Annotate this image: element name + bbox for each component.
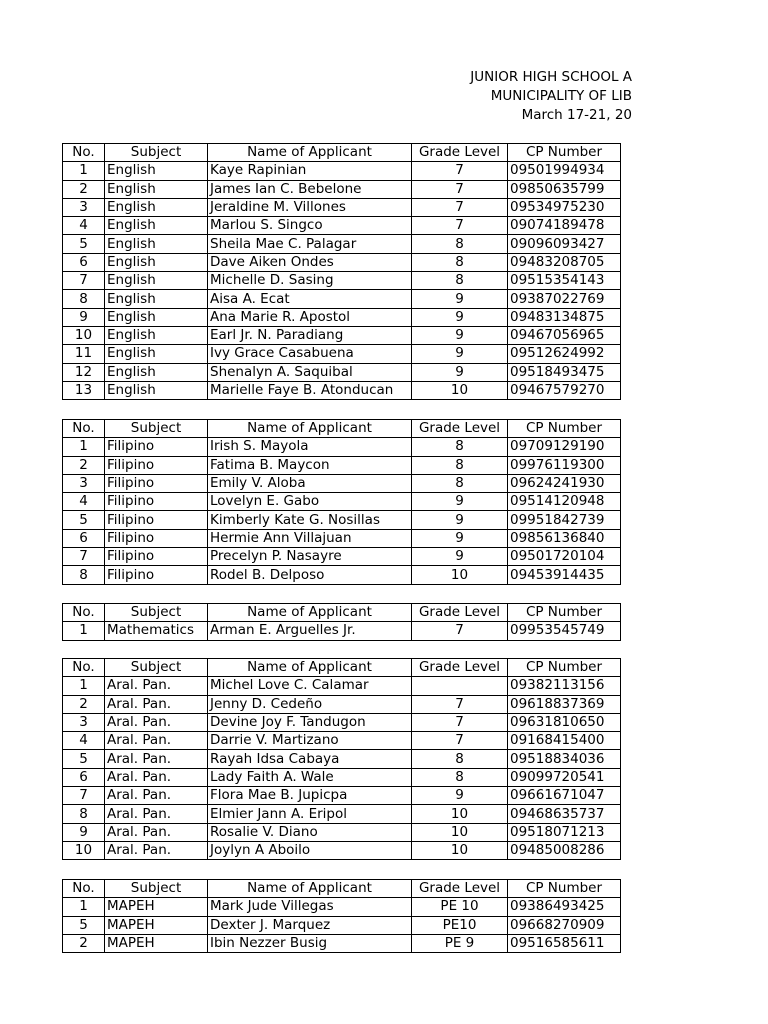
- table-row: [63, 841, 621, 859]
- cell-grade-level: 8: [412, 474, 508, 492]
- table-row: [63, 713, 621, 731]
- table-row: [63, 677, 621, 695]
- table-row: [63, 253, 621, 271]
- cell-applicant-name: Jenny D. Cedeño: [208, 695, 412, 713]
- cell-no: 9: [63, 823, 105, 841]
- cell-no: 5: [63, 511, 105, 529]
- cell-cp-number: 09483134875: [508, 308, 621, 326]
- column-header-subject: Subject: [105, 420, 208, 438]
- table-row: [63, 548, 621, 566]
- cell-no: 1: [63, 622, 105, 640]
- applicant-table: [62, 143, 621, 400]
- applicant-table: [62, 419, 621, 585]
- cell-subject: Aral. Pan.: [105, 823, 208, 841]
- cell-grade-level: 8: [412, 768, 508, 786]
- cell-grade-level: 10: [412, 805, 508, 823]
- table-row: [63, 511, 621, 529]
- cell-applicant-name: Sheila Mae C. Palagar: [208, 235, 412, 253]
- cell-subject: Aral. Pan.: [105, 695, 208, 713]
- table-row: [63, 272, 621, 290]
- table-row: [63, 898, 621, 916]
- cell-subject: English: [105, 272, 208, 290]
- cell-subject: Filipino: [105, 438, 208, 456]
- column-header-subject: Subject: [105, 144, 208, 162]
- column-header-no: No.: [63, 144, 105, 162]
- cell-no: 7: [63, 787, 105, 805]
- cell-cp-number: 09953545749: [508, 622, 621, 640]
- cell-subject: Aral. Pan.: [105, 677, 208, 695]
- table-row: [63, 474, 621, 492]
- cell-grade-level: 9: [412, 326, 508, 344]
- column-header-cp-number: CP Number: [508, 880, 621, 898]
- cell-applicant-name: Devine Joy F. Tandugon: [208, 713, 412, 731]
- cell-subject: English: [105, 345, 208, 363]
- cell-no: 6: [63, 768, 105, 786]
- column-header-grade-level: Grade Level: [412, 420, 508, 438]
- table-header-row: [63, 144, 621, 162]
- table-row: [63, 916, 621, 934]
- cell-applicant-name: Kimberly Kate G. Nosillas: [208, 511, 412, 529]
- cell-no: 6: [63, 253, 105, 271]
- cell-cp-number: 09518071213: [508, 823, 621, 841]
- cell-applicant-name: Lady Faith A. Wale: [208, 768, 412, 786]
- cell-cp-number: 09631810650: [508, 713, 621, 731]
- cell-grade-level: PE10: [412, 916, 508, 934]
- cell-applicant-name: Earl Jr. N. Paradiang: [208, 326, 412, 344]
- cell-applicant-name: Shenalyn A. Saquibal: [208, 363, 412, 381]
- cell-subject: English: [105, 253, 208, 271]
- table-header-row: [63, 604, 621, 622]
- cell-no: 3: [63, 713, 105, 731]
- cell-cp-number: 09856136840: [508, 529, 621, 547]
- cell-cp-number: 09624241930: [508, 474, 621, 492]
- cell-cp-number: 09467579270: [508, 381, 621, 399]
- table-row: [63, 381, 621, 399]
- cell-cp-number: 09386493425: [508, 898, 621, 916]
- cell-grade-level: 7: [412, 162, 508, 180]
- cell-no: 7: [63, 548, 105, 566]
- cell-cp-number: 09618837369: [508, 695, 621, 713]
- cell-no: 2: [63, 180, 105, 198]
- cell-subject: Filipino: [105, 456, 208, 474]
- cell-grade-level: 7: [412, 695, 508, 713]
- table-row: [63, 695, 621, 713]
- table-row: [63, 456, 621, 474]
- cell-subject: English: [105, 381, 208, 399]
- table-row: [63, 934, 621, 952]
- cell-applicant-name: Ana Marie R. Apostol: [208, 308, 412, 326]
- cell-grade-level: 9: [412, 493, 508, 511]
- cell-grade-level: 8: [412, 272, 508, 290]
- cell-cp-number: 09709129190: [508, 438, 621, 456]
- column-header-grade-level: Grade Level: [412, 604, 508, 622]
- cell-no: 11: [63, 345, 105, 363]
- cell-applicant-name: Rayah Idsa Cabaya: [208, 750, 412, 768]
- cell-subject: Aral. Pan.: [105, 732, 208, 750]
- cell-grade-level: 8: [412, 235, 508, 253]
- column-header-cp-number: CP Number: [508, 604, 621, 622]
- cell-no: 5: [63, 750, 105, 768]
- cell-applicant-name: Dexter J. Marquez: [208, 916, 412, 934]
- cell-applicant-name: Elmier Jann A. Eripol: [208, 805, 412, 823]
- column-header-subject: Subject: [105, 659, 208, 677]
- cell-applicant-name: Ivy Grace Casabuena: [208, 345, 412, 363]
- cell-applicant-name: Jeraldine M. Villones: [208, 198, 412, 216]
- cell-cp-number: 09514120948: [508, 493, 621, 511]
- cell-applicant-name: Mark Jude Villegas: [208, 898, 412, 916]
- cell-no: 1: [63, 438, 105, 456]
- table-row: [63, 805, 621, 823]
- cell-cp-number: 09534975230: [508, 198, 621, 216]
- cell-cp-number: 09468635737: [508, 805, 621, 823]
- cell-grade-level: 7: [412, 180, 508, 198]
- cell-applicant-name: Darrie V. Martizano: [208, 732, 412, 750]
- cell-subject: Aral. Pan.: [105, 787, 208, 805]
- cell-subject: MAPEH: [105, 934, 208, 952]
- cell-no: 13: [63, 381, 105, 399]
- table-row: [63, 622, 621, 640]
- table-row: [63, 162, 621, 180]
- cell-grade-level: 7: [412, 217, 508, 235]
- cell-cp-number: 09501720104: [508, 548, 621, 566]
- cell-subject: Aral. Pan.: [105, 768, 208, 786]
- table-header-row: [63, 880, 621, 898]
- cell-applicant-name: Hermie Ann Villajuan: [208, 529, 412, 547]
- applicant-table: [62, 603, 621, 641]
- cell-no: 2: [63, 695, 105, 713]
- cell-subject: English: [105, 180, 208, 198]
- cell-subject: Aral. Pan.: [105, 713, 208, 731]
- table-row: [63, 566, 621, 584]
- column-header-grade-level: Grade Level: [412, 144, 508, 162]
- cell-subject: Filipino: [105, 548, 208, 566]
- column-header-subject: Subject: [105, 880, 208, 898]
- cell-subject: Mathematics: [105, 622, 208, 640]
- cell-applicant-name: Joylyn A Aboilo: [208, 841, 412, 859]
- cell-grade-level: 9: [412, 290, 508, 308]
- cell-cp-number: 09515354143: [508, 272, 621, 290]
- table-header-row: [63, 659, 621, 677]
- column-header-no: No.: [63, 880, 105, 898]
- table-header-row: [63, 420, 621, 438]
- cell-subject: English: [105, 308, 208, 326]
- table-row: [63, 529, 621, 547]
- cell-cp-number: 09976119300: [508, 456, 621, 474]
- cell-cp-number: 09516585611: [508, 934, 621, 952]
- column-header-cp-number: CP Number: [508, 659, 621, 677]
- cell-grade-level: 9: [412, 345, 508, 363]
- cell-subject: English: [105, 235, 208, 253]
- cell-no: 10: [63, 841, 105, 859]
- column-header-subject: Subject: [105, 604, 208, 622]
- cell-cp-number: 09951842739: [508, 511, 621, 529]
- cell-grade-level: PE 10: [412, 898, 508, 916]
- column-header-grade-level: Grade Level: [412, 659, 508, 677]
- cell-subject: Aral. Pan.: [105, 805, 208, 823]
- column-header-no: No.: [63, 604, 105, 622]
- cell-no: 1: [63, 898, 105, 916]
- table-row: [63, 750, 621, 768]
- header-date: March 17-21, 20: [521, 107, 632, 123]
- column-header-applicant-name: Name of Applicant: [208, 880, 412, 898]
- cell-grade-level: 10: [412, 566, 508, 584]
- cell-cp-number: 09096093427: [508, 235, 621, 253]
- cell-cp-number: 09518493475: [508, 363, 621, 381]
- cell-no: 1: [63, 162, 105, 180]
- cell-cp-number: 09512624992: [508, 345, 621, 363]
- cell-grade-level: [412, 677, 508, 695]
- cell-no: 3: [63, 198, 105, 216]
- cell-applicant-name: Kaye Rapinian: [208, 162, 412, 180]
- cell-no: 8: [63, 290, 105, 308]
- cell-grade-level: 8: [412, 253, 508, 271]
- cell-subject: Filipino: [105, 566, 208, 584]
- cell-no: 4: [63, 217, 105, 235]
- cell-subject: Filipino: [105, 493, 208, 511]
- cell-applicant-name: Irish S. Mayola: [208, 438, 412, 456]
- cell-no: 2: [63, 456, 105, 474]
- cell-applicant-name: Rodel B. Delposo: [208, 566, 412, 584]
- table-row: [63, 180, 621, 198]
- table-row: [63, 308, 621, 326]
- cell-applicant-name: Lovelyn E. Gabo: [208, 493, 412, 511]
- cell-cp-number: 09453914435: [508, 566, 621, 584]
- cell-no: 8: [63, 566, 105, 584]
- cell-no: 9: [63, 308, 105, 326]
- cell-grade-level: 10: [412, 841, 508, 859]
- cell-applicant-name: Aisa A. Ecat: [208, 290, 412, 308]
- cell-subject: English: [105, 162, 208, 180]
- cell-subject: Aral. Pan.: [105, 750, 208, 768]
- cell-grade-level: 10: [412, 823, 508, 841]
- cell-subject: English: [105, 198, 208, 216]
- cell-no: 3: [63, 474, 105, 492]
- column-header-cp-number: CP Number: [508, 420, 621, 438]
- table-row: [63, 493, 621, 511]
- cell-applicant-name: Ibin Nezzer Busig: [208, 934, 412, 952]
- cell-grade-level: 7: [412, 732, 508, 750]
- cell-subject: Filipino: [105, 529, 208, 547]
- cell-cp-number: 09387022769: [508, 290, 621, 308]
- column-header-no: No.: [63, 420, 105, 438]
- table-row: [63, 787, 621, 805]
- cell-no: 2: [63, 934, 105, 952]
- table-row: [63, 345, 621, 363]
- cell-subject: Filipino: [105, 511, 208, 529]
- cell-subject: MAPEH: [105, 916, 208, 934]
- cell-applicant-name: Michel Love C. Calamar: [208, 677, 412, 695]
- cell-grade-level: 10: [412, 381, 508, 399]
- cell-grade-level: 9: [412, 787, 508, 805]
- cell-cp-number: 09668270909: [508, 916, 621, 934]
- column-header-cp-number: CP Number: [508, 144, 621, 162]
- cell-applicant-name: Precelyn P. Nasayre: [208, 548, 412, 566]
- document-header: [400, 68, 632, 125]
- cell-cp-number: 09168415400: [508, 732, 621, 750]
- cell-no: 6: [63, 529, 105, 547]
- table-row: [63, 768, 621, 786]
- cell-no: 12: [63, 363, 105, 381]
- applicant-table: [62, 658, 621, 860]
- cell-subject: Aral. Pan.: [105, 841, 208, 859]
- header-municipality: MUNICIPALITY OF LIB: [490, 88, 632, 104]
- table-row: [63, 732, 621, 750]
- cell-applicant-name: Rosalie V. Diano: [208, 823, 412, 841]
- cell-applicant-name: Emily V. Aloba: [208, 474, 412, 492]
- cell-subject: MAPEH: [105, 898, 208, 916]
- cell-applicant-name: Fatima B. Maycon: [208, 456, 412, 474]
- cell-grade-level: 8: [412, 750, 508, 768]
- table-row: [63, 217, 621, 235]
- cell-no: 10: [63, 326, 105, 344]
- cell-grade-level: 8: [412, 456, 508, 474]
- cell-cp-number: 09661671047: [508, 787, 621, 805]
- cell-grade-level: 9: [412, 363, 508, 381]
- cell-cp-number: 09074189478: [508, 217, 621, 235]
- cell-applicant-name: Flora Mae B. Jupicpa: [208, 787, 412, 805]
- cell-grade-level: 7: [412, 198, 508, 216]
- column-header-grade-level: Grade Level: [412, 880, 508, 898]
- table-row: [63, 198, 621, 216]
- cell-grade-level: 8: [412, 438, 508, 456]
- cell-no: 5: [63, 235, 105, 253]
- cell-grade-level: 9: [412, 548, 508, 566]
- cell-cp-number: 09467056965: [508, 326, 621, 344]
- cell-grade-level: PE 9: [412, 934, 508, 952]
- cell-grade-level: 9: [412, 529, 508, 547]
- cell-subject: English: [105, 326, 208, 344]
- column-header-applicant-name: Name of Applicant: [208, 144, 412, 162]
- table-row: [63, 823, 621, 841]
- cell-cp-number: 09485008286: [508, 841, 621, 859]
- table-row: [63, 235, 621, 253]
- cell-applicant-name: Marlou S. Singco: [208, 217, 412, 235]
- column-header-applicant-name: Name of Applicant: [208, 604, 412, 622]
- cell-no: 4: [63, 732, 105, 750]
- table-row: [63, 438, 621, 456]
- column-header-no: No.: [63, 659, 105, 677]
- cell-applicant-name: James Ian C. Bebelone: [208, 180, 412, 198]
- cell-applicant-name: Arman E. Arguelles Jr.: [208, 622, 412, 640]
- applicant-table: [62, 879, 621, 953]
- cell-cp-number: 09518834036: [508, 750, 621, 768]
- table-row: [63, 326, 621, 344]
- cell-applicant-name: Marielle Faye B. Atonducan: [208, 381, 412, 399]
- cell-cp-number: 09382113156: [508, 677, 621, 695]
- cell-no: 5: [63, 916, 105, 934]
- cell-no: 4: [63, 493, 105, 511]
- cell-applicant-name: Dave Aiken Ondes: [208, 253, 412, 271]
- cell-grade-level: 7: [412, 713, 508, 731]
- column-header-applicant-name: Name of Applicant: [208, 659, 412, 677]
- table-row: [63, 363, 621, 381]
- cell-subject: English: [105, 363, 208, 381]
- cell-applicant-name: Michelle D. Sasing: [208, 272, 412, 290]
- cell-cp-number: 09850635799: [508, 180, 621, 198]
- cell-cp-number: 09099720541: [508, 768, 621, 786]
- cell-grade-level: 7: [412, 622, 508, 640]
- cell-no: 7: [63, 272, 105, 290]
- cell-subject: English: [105, 217, 208, 235]
- table-row: [63, 290, 621, 308]
- cell-no: 8: [63, 805, 105, 823]
- cell-grade-level: 9: [412, 308, 508, 326]
- header-title: JUNIOR HIGH SCHOOL A: [470, 69, 632, 85]
- column-header-applicant-name: Name of Applicant: [208, 420, 412, 438]
- cell-cp-number: 09483208705: [508, 253, 621, 271]
- cell-subject: English: [105, 290, 208, 308]
- cell-subject: Filipino: [105, 474, 208, 492]
- cell-grade-level: 9: [412, 511, 508, 529]
- cell-no: 1: [63, 677, 105, 695]
- cell-cp-number: 09501994934: [508, 162, 621, 180]
